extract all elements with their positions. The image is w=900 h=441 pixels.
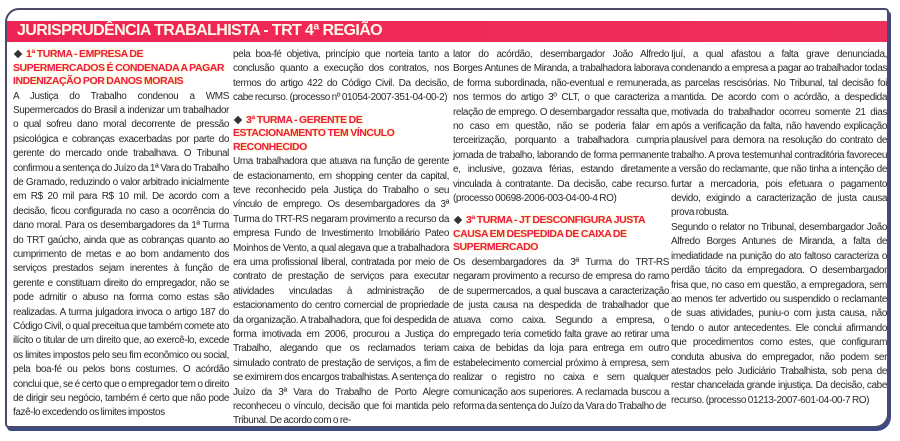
article-2-body: Uma trabalhadora que atuava na função de gerente de estacionamento, em shopping center da capital, teve reconhecido pela Justiça do Trabalho o seu vínculo de emprego. Os desembargadores da 3ª Turma do TRT-RS negaram provimento a recurso da empresa Fundo de Investimento Imobiliário Pateo Moinhos de Vento, a qual alegava que a trabalhadora era uma profissional liberal, contratada por meio de contrato de prestação de serviços para executar atividades vinculadas à administração de estacionamento do centro comercial de propriedade da organização. A trabalhadora, que foi despedida de forma imotivada em 2006, procurou a Justiça do Trabalho, alegando que os reclamados teriam simulado contrato de prestação de serviços, a fim de se eximirem dos encargos trabalhistas. A sentença do Juízo da 3ª Vara do Trabalho de Porto Alegre reconheceu o vínculo, decisão que foi mantida pelo Tribunal. De acordo com o re- [233,156,449,427]
article-2-headline: 3ª TURMA - GERENTE DE ESTACIONAMENTO TEM VÍNCULO RECONHECIDO [233,113,395,153]
article-3-headline: 3ª TURMA - JT DESCONFIGURA JUSTA CAUSA EM DESPEDIDA DE CAIXA DE SUPERMERCADO [453,214,645,254]
column-2 [233,48,449,429]
column-4 [671,48,887,408]
article-1-body: A Justiça do Trabalho condenou a WMS Supermercados do Brasil a indenizar um trabalhador o qual sofreu dano moral decorrente de pressão psicológica e cobranças exacerbadas por parte do gerente do mercado onde trabalhava. O Tribunal confirmou a sentença do Juízo da 1ª Vara do Trabalho de Gramado, reduzindo o valor arbitrado inicialmente em R$ 20 mil para R$ 10 mil. De acordo com a decisão, ficou configurada no caso a ocorrência do dano moral. Para os desembargadores da 1ª Turma do TRT gaúcho, ainda que as cobranças quanto ao cumprimento de metas e ao bom andamento dos serviços prestados sejam inerentes à função de gerente e constituam direito do empregador, não se pode admitir o abuso na forma como estas são realizadas. A turma julgadora invoca o artigo 187 do Código Civil, o qual preceitua que também comete ato ilícito o titular de um direito que, ao exercê-lo, excede os limites impostos pelo seu fim econômico ou social, pela boa-fé ou pelos bons costumes. O acórdão conclui que, se é certo que o empregador tem o direito de dirigir seu negócio, também é certo que não pode fazê-lo excedendo os limites impostos [13,90,229,419]
column-3 [453,48,669,414]
article-2-body-continued: lator do acórdão, desembargador João Alfredo Borges Antunes de Miranda, a trabalhadora laborava de forma subordinada, não-eventual e remunerada, nos termos do artigo 3º CLT, o que caracteriza a relação de emprego. O desembargador ressalta que, no caso em questão, não se poderia falar em terceirização, porquanto a trabalhadora cumpria jornada de trabalho, laborando de forma permanente e, inclusive, gozava férias, estando diretamente vinculada à contratante. Da decisão, cabe recurso. (processo 00698-2006-003-04-00-4 RO) [453,49,669,205]
diamond-bullet-icon [14,50,22,58]
section-title: JURISPRUDÊNCIA TRABALHISTA - TRT 4ª REGIÃO [17,22,383,39]
section-banner [7,21,887,42]
article-3-body-continued: Ijuí, a qual afastou a falta grave denunciada, condenando a empresa a pagar ao trabalhador todas as parcelas rescisórias. No Tribunal, tal decisão foi mantida. De acordo com o acórdão, a despedida motivada do trabalhador ocorreu somente 21 dias após a verificação da falta, não havendo explicação plausível para demora na resolução do contrato de trabalho. A prova testemunhal contraditória favoreceu a versão do reclamante, que não tinha a intenção de furtar a mercadoria, pois efetuara o pagamento devido, exigindo a caracterização de justa causa prova robusta. [671,49,887,219]
column-1 [13,48,229,421]
article-1-headline: 1ª TURMA - EMPRESA DE SUPERMERCADOS É CONDENADA A PAGAR INDENIZAÇÃO POR DANOS MORAIS [13,48,225,87]
diamond-bullet-icon [234,115,242,123]
clipping-frame [5,8,889,428]
article-3-body-final: Segundo o relator no Tribunal, desembargador João Alfredo Borges Antunes de Miranda, a falta de imediatidade na punição do ato faltoso caracteriza o perdão tácito da empregadora. O desembargador frisa que, no caso em questão, a empregadora, sem ao menos ter advertido ou suspendido o reclamante de suas atividades, puniu-o com justa causa, não tendo o autor antecedentes. Ele conclui afirmando que procedimentos como estes, que configuram conduta abusiva do empregador, não podem ser atestados pelo Judiciário Trabalhista, sob pena de restar chancelada grande injustiça. Da decisão, cabe recurso. (processo 01213-2007-601-04-00-7 RO) [671,221,887,406]
diamond-bullet-icon [454,216,462,224]
article-3-body: Os desembargadores da 3ª Turma do TRT-RS negaram provimento a recurso de empresa do ramo de supermercados, a qual buscava a caracterização de justa causa na despedida de trabalhador que atuava como caixa. Segundo a empresa, o empregado teria cometido falta grave ao retirar uma caixa de bebidas da loja para entrega em outro estabelecimento comercial próximo à empresa, sem realizar o registro no caixa e sem qualquer comunicação aos superiores. A reclamada buscou a reforma da sentença do Juízo da Vara do Trabalho de [453,256,669,413]
article-1-body-continued: pela boa-fé objetiva, princípio que norteia tanto a conclusão quanto a execução dos contratos, nos termos do artigo 422 do Código Civil. Da decisão, cabe recurso. (processo nº 01054-2007-351-04-00-2) [233,49,449,104]
